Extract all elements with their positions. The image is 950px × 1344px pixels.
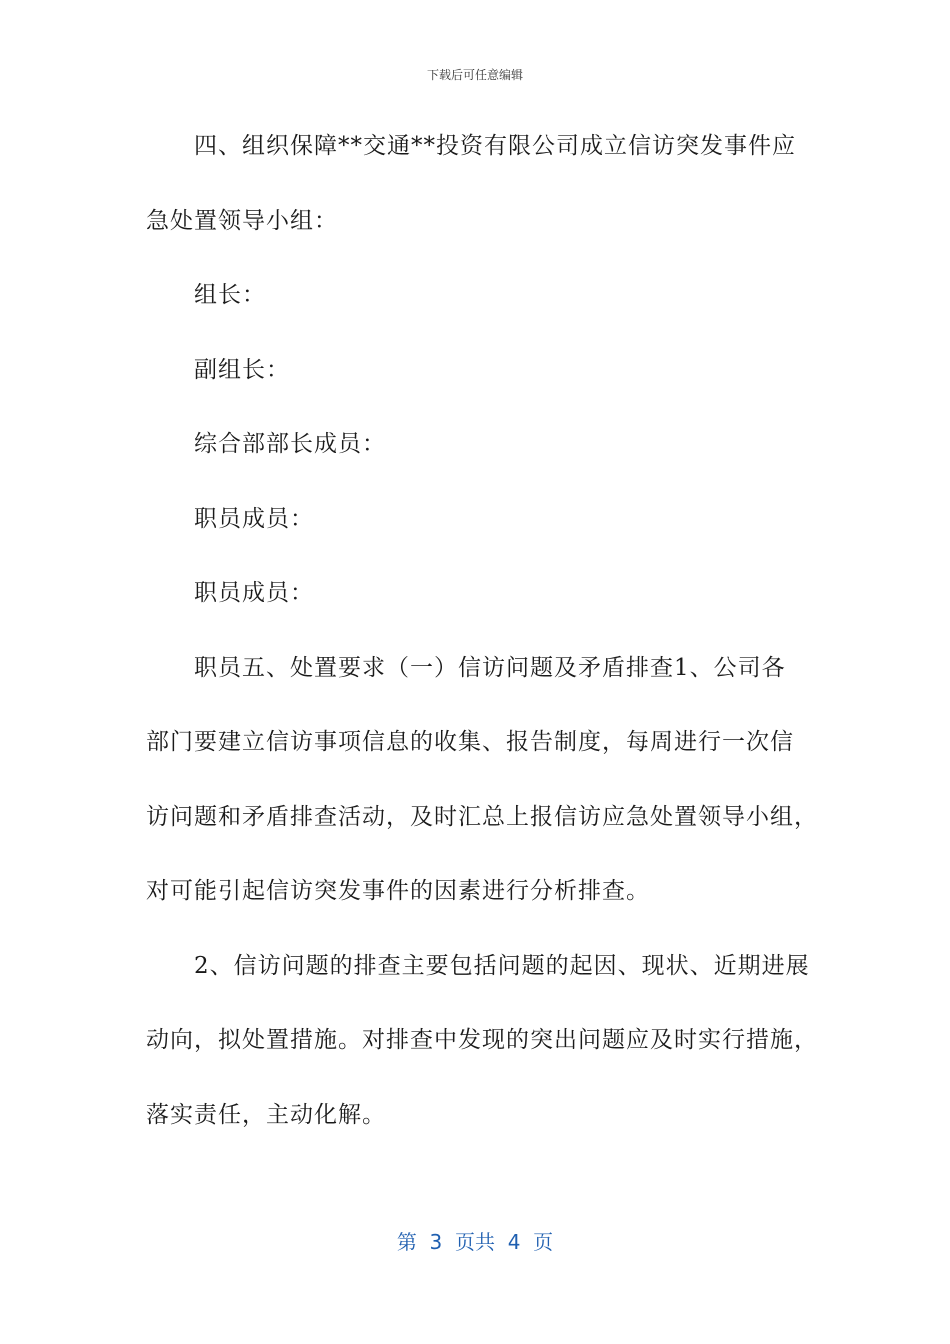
page-number-footer: 第 3 页共 4 页 bbox=[396, 1230, 554, 1254]
paragraph-line: 动向，拟处置措施。对排查中发现的突出问题应及时实行措施， bbox=[146, 1027, 818, 1053]
paragraph-line: 急处置领导小组： bbox=[146, 207, 338, 234]
paragraph-line: 部门要建立信访事项信息的收集、报告制度，每周进行一次信 bbox=[146, 729, 794, 755]
paragraph-line: 职员成员： bbox=[194, 580, 314, 606]
paragraph-line: 综合部部长成员： bbox=[194, 431, 386, 457]
paragraph-line: 落实责任，主动化解。 bbox=[146, 1101, 386, 1128]
paragraph-line: 副组长： bbox=[194, 356, 290, 383]
page-header-note: 下载后可任意编辑 bbox=[426, 68, 523, 82]
paragraph-line: 职员五、处置要求（一）信访问题及矛盾排查1、公司各 bbox=[194, 654, 786, 681]
paragraph-line: 2、信访问题的排查主要包括问题的起因、现状、近期进展 bbox=[194, 952, 810, 979]
paragraph-line: 四、组织保障**交通**投资有限公司成立信访突发事件应 bbox=[194, 133, 796, 159]
document-body bbox=[146, 124, 818, 1167]
paragraph-line: 职员成员： bbox=[194, 505, 314, 532]
paragraph-line: 访问题和矛盾排查活动，及时汇总上报信访应急处置领导小组， bbox=[146, 803, 818, 830]
paragraph-line: 对可能引起信访突发事件的因素进行分析排查。 bbox=[146, 878, 650, 904]
paragraph-line: 组长： bbox=[194, 282, 266, 308]
